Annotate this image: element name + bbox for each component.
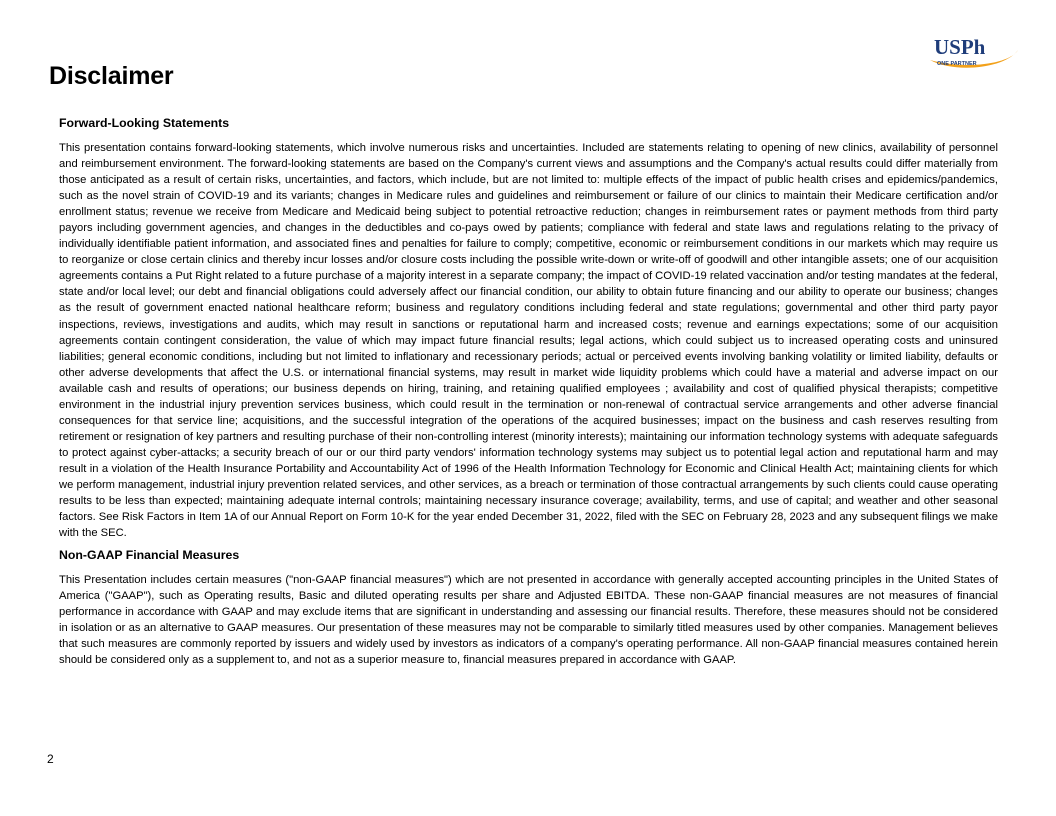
forward-looking-body: This presentation contains forward-looking statements, which involve numerous risks and uncertainties. Included are statements relating to opening of new clinics, availability of personnel and reimbursement environment. The forward-looking statements are based on the Company's current views and assumptions and the Company's actual results could differ materially from those anticipated as a result of certain risks, uncertainties, and factors, which include, but are not limited to: multiple effects of the impact of public health crises and epidemics/pandemics, such as the novel strain of COVID-19 and its variants; changes in Medicare rules and guidelines and reimbursement or failure of our clinics to maintain their Medicare certification and/or enrollment status; revenue we receive from Medicare and Medicaid being subject to potential retroactive reduction; changes in reimbursement rates or payment methods from third party payors including government agencies, and changes in the deductibles and co-pays owed by patients; compliance with federal and state laws and regulations relating to the privacy of individually identifiable patient information, and associated fines and penalties for failure to comply; competitive, economic or reimbursement conditions in our markets which may require us to reorganize or close certain clinics and thereby incur losses and/or closure costs including the possible write-down or write-off of goodwill and other intangible assets; one of our acquisition agreements contains a Put Right related to a future purchase of a majority interest in a separate company; the impact of COVID-19 related vaccination and/or testing mandates at the federal, state and/or local level; our debt and financial obligations could adversely affect our financial condition, our ability to obtain future financing and our ability to operate our business; changes as the result of government enacted national healthcare reform; business and regulatory conditions including federal and state regulations; governmental and other third party payor inspections, reviews, investigations and audits, which may result in sanctions or reputational harm and increased costs; revenue and earnings expectations; some of our acquisition agreements contain contingent consideration, the value of which may impact future financial results; legal actions, which could subject us to increased operating costs and uninsured liabilities; general economic conditions, including but not limited to inflationary and recessionary periods; actual or perceived events involving banking volatility or limited liability, defaults or other adverse developments that affect the U.S. or international financial systems, may result in market wide liquidity problems which could have a material and adverse impact on our available cash and results of operations; our business depends on hiring, training, and retaining qualified employees ; availability and cost of qualified physical therapists; competitive environment in the industrial injury prevention services business, which could result in the termination or non-renewal of contractual service arrangements and other adverse financial consequences for that service line; acquisitions, and the successful integration of the operations of the acquired businesses; impact on the business and cash reserves resulting from retirement or resignation of key partners and resulting purchase of their non-controlling interest (minority interests); maintaining our information technology systems with adequate safeguards to protect against cyber-attacks; a security breach of our or our third party vendors' information technology systems may subject us to potential legal action and reputational harm and may result in a violation of the Health Insurance Portability and Accountability Act of 1996 of the Health Information Technology for Economic and Clinical Health Act; maintaining clients for which we perform management, industrial injury prevention related services, and other services, as a breach or termination of those contractual arrangements by such clients could cause operating results to be less than expected; maintaining adequate internal controls; maintaining necessary insurance coverage; availability, terms, and use of capital; and weather and other seasonal factors. See Risk Factors in Item 1A of our Annual Report on Form 10-K for the year ended December 31, 2022, filed with the SEC on February 28, 2023 and any subsequent filings we make with the SEC.	[59, 142, 998, 540]
logo-text: USPh	[934, 35, 986, 59]
company-logo	[926, 30, 1022, 72]
non-gaap-section	[59, 547, 998, 668]
disclaimer-content	[59, 115, 998, 674]
forward-looking-section	[59, 115, 998, 541]
non-gaap-body: This Presentation includes certain measures ("non-GAAP financial measures") which are not presented in accordance with generally accepted accounting principles in the United States of America ("GAAP"), such as Operating results, Basic and diluted operating results per share and Adjusted EBITDA. These non-GAAP financial measures are not measures of financial performance in accordance with GAAP and may exclude items that are significant in understanding and assessing our financial results. Therefore, these measures should not be considered in isolation or as an alternative to GAAP measures. Our presentation of these measures may not be comparable to similarly titled measures used by other companies. Management believes that such measures are commonly reported by issuers and widely used by investors as indicators of a company's operating performance. All non-GAAP financial measures contained herein should be considered only as a supplement to, and not as a superior measure to, financial measures prepared in accordance with GAAP.	[59, 574, 998, 667]
page-title: Disclaimer	[49, 62, 174, 90]
logo-tagline: ONE PARTNER	[937, 61, 977, 67]
non-gaap-heading: Non-GAAP Financial Measures	[59, 548, 240, 563]
page-number: 2	[47, 752, 54, 766]
usph-logo-icon	[926, 30, 1022, 72]
forward-looking-heading: Forward-Looking Statements	[59, 116, 230, 130]
